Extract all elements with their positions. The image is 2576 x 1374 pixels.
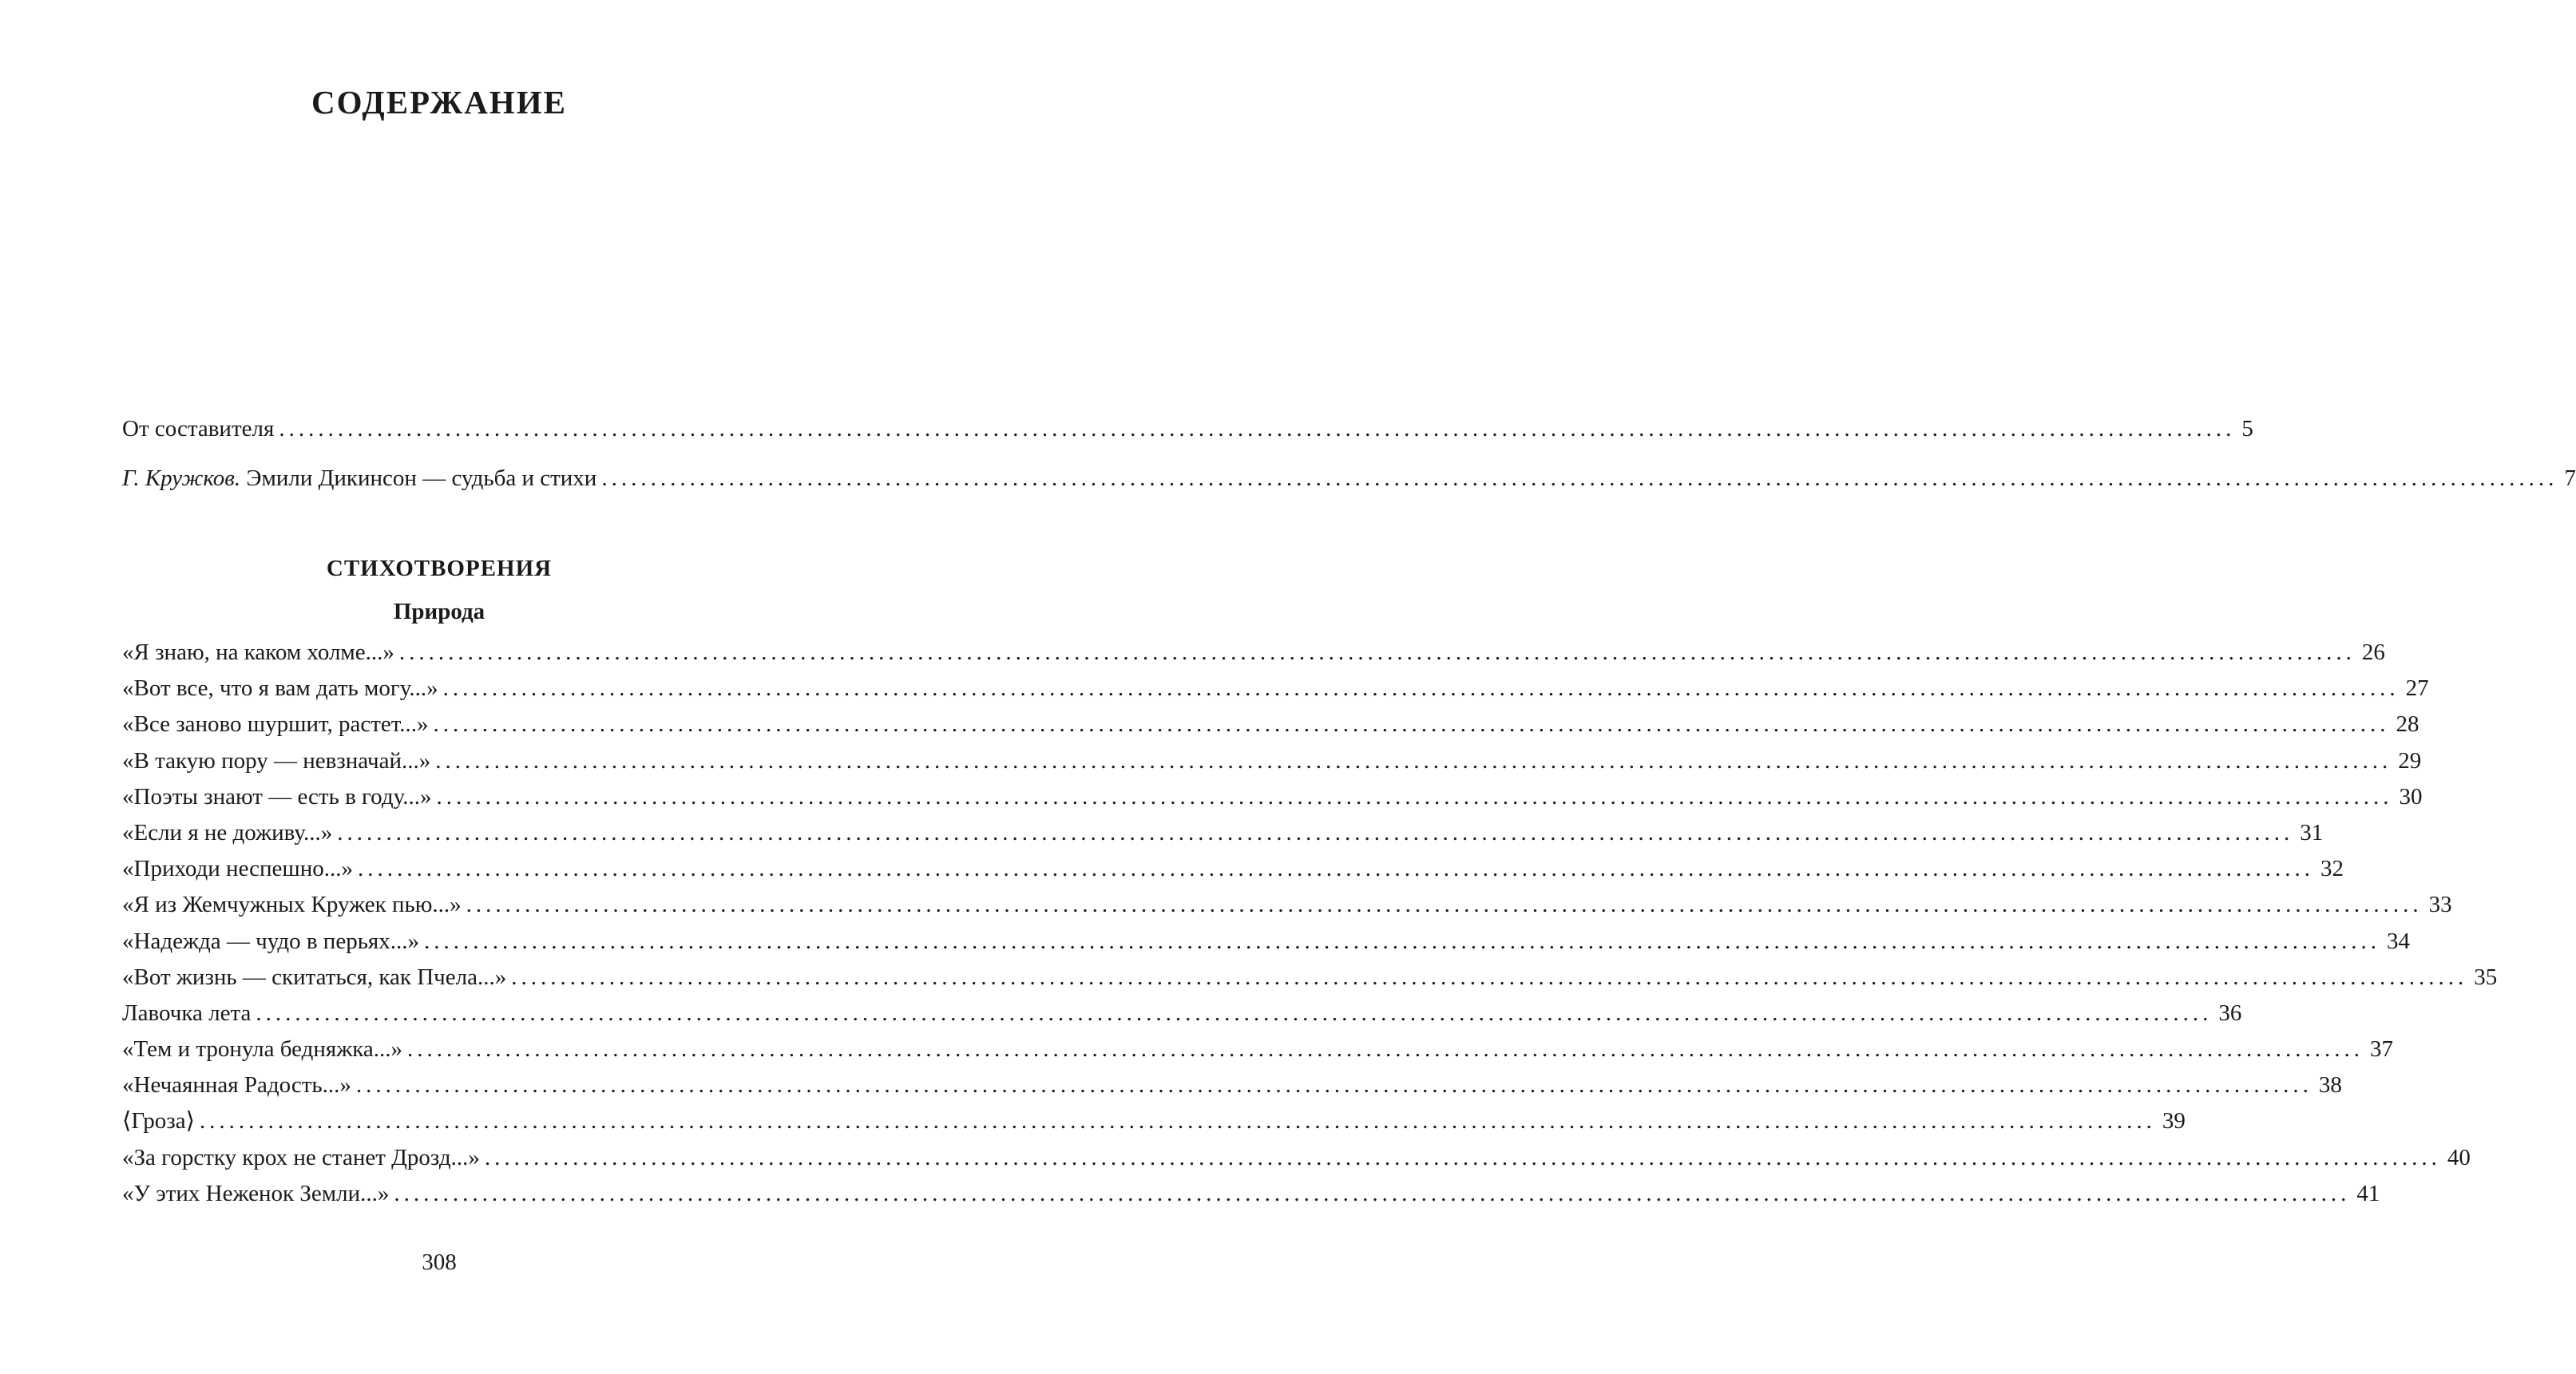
toc-entry[interactable] — [122, 1035, 2394, 1071]
toc-entry-title: «Вот все, что я вам дать могу...» — [122, 675, 438, 702]
toc-entry[interactable] — [122, 711, 2419, 746]
subsection-heading: Природа — [393, 599, 485, 624]
toc-entry[interactable] — [122, 855, 2344, 891]
poem-list — [122, 639, 2498, 1216]
dot-leader: ........................................................................................................................................................................................................ — [433, 711, 2390, 738]
dot-leader: ........................................................................................................................................................................................................ — [601, 465, 2558, 491]
page-title: СОДЕРЖАНИЕ — [311, 84, 567, 121]
toc-entry-page: 41 — [2356, 1180, 2380, 1206]
dot-leader: ........................................................................................................................................................................................................ — [398, 639, 2356, 665]
dot-leader: ........................................................................................................................................................................................................ — [511, 964, 2468, 990]
dot-leader: ........................................................................................................................................................................................................ — [436, 783, 2393, 810]
toc-entry-page: 29 — [2398, 747, 2422, 774]
dot-leader: ........................................................................................................................................................................................................ — [484, 1144, 2441, 1170]
toc-entry-page: 39 — [2162, 1108, 2186, 1134]
toc-entry-title: «У этих Неженок Земли...» — [122, 1180, 390, 1206]
toc-entry-title: «Нечаянная Радость...» — [122, 1072, 351, 1099]
toc-entry-page: 35 — [2474, 964, 2498, 990]
toc-entry-author: Г. Кружков. — [122, 465, 241, 491]
dot-leader: ........................................................................................................................................................................................................ — [407, 1036, 2364, 1063]
toc-entry[interactable] — [122, 1144, 2471, 1180]
toc-entry-title: «Я из Жемчужных Кружек пью...» — [122, 892, 462, 918]
toc-entry-title: «Надежда — чудо в перьях...» — [122, 928, 420, 954]
toc-entry-title: «Если я не доживу...» — [122, 819, 333, 845]
toc-entry[interactable] — [122, 747, 2422, 783]
toc-entry-page: 26 — [2361, 639, 2385, 665]
toc-entry[interactable] — [122, 928, 2411, 964]
dot-leader: ........................................................................................................................................................................................................ — [256, 1000, 2213, 1026]
toc-entry-title: «Я знаю, на каком холме...» — [122, 639, 394, 665]
toc-entry-title-text: От составителя — [122, 416, 275, 442]
section-heading: СТИХОТВОРЕНИЯ — [326, 556, 553, 581]
toc-entry[interactable] — [122, 465, 2576, 514]
toc-entry[interactable] — [122, 1071, 2342, 1107]
toc-entry-page: 37 — [2370, 1036, 2394, 1063]
toc-entry-page: 7 — [2564, 465, 2576, 491]
toc-entry-title — [122, 415, 274, 443]
toc-entry-title: «Все заново шуршит, растет...» — [122, 711, 429, 738]
toc-entry-page: 32 — [2320, 856, 2344, 882]
toc-entry-page: 34 — [2387, 928, 2411, 954]
toc-entry[interactable] — [122, 1000, 2242, 1035]
toc-entry-page: 31 — [2300, 819, 2324, 845]
dot-leader: ........................................................................................................................................................................................................ — [466, 892, 2423, 918]
toc-entry-page: 30 — [2399, 783, 2423, 810]
toc-entry-page: 38 — [2318, 1072, 2342, 1099]
toc-entry-title — [122, 465, 596, 493]
toc-entry-title: Лавочка лета — [122, 1000, 252, 1026]
toc-entry[interactable] — [122, 964, 2498, 1000]
toc-entry[interactable] — [122, 1107, 2186, 1143]
toc-entry[interactable] — [122, 1180, 2380, 1216]
page-number: 308 — [422, 1249, 457, 1275]
toc-entry[interactable] — [122, 639, 2385, 675]
toc-entry-page: 28 — [2396, 711, 2419, 738]
toc-entry-page: 40 — [2447, 1144, 2471, 1170]
toc-entry-title: «Тем и тронула бедняжка...» — [122, 1036, 403, 1063]
toc-entry[interactable] — [122, 415, 2253, 465]
dot-leader: ........................................................................................................................................................................................................ — [435, 747, 2392, 774]
toc-entry-title: «Вот жизнь — скитаться, как Пчела...» — [122, 964, 507, 990]
dot-leader: ........................................................................................................................................................................................................ — [337, 819, 2294, 845]
toc-entry-title: «За горстку крох не станет Дрозд...» — [122, 1144, 480, 1170]
dot-leader: ........................................................................................................................................................................................................ — [394, 1180, 2351, 1206]
toc-entry-title: «В такую пору — невзначай...» — [122, 747, 431, 774]
toc-entry[interactable] — [122, 675, 2429, 711]
dot-leader: ........................................................................................................................................................................................................ — [424, 928, 2381, 954]
toc-entry-page: 36 — [2218, 1000, 2242, 1026]
toc-entry-title: ⟨Гроза⟩ — [122, 1108, 195, 1134]
toc-entry-page: 5 — [2241, 416, 2253, 442]
intro-contents — [122, 415, 2576, 514]
toc-entry-page: 27 — [2405, 675, 2429, 702]
toc-entry-title-text: Эмили Дикинсон — судьба и стихи — [240, 465, 597, 491]
dot-leader: ........................................................................................................................................................................................................ — [358, 856, 2315, 882]
dot-leader: ........................................................................................................................................................................................................ — [279, 416, 2236, 442]
toc-entry[interactable] — [122, 783, 2423, 819]
dot-leader: ........................................................................................................................................................................................................ — [442, 675, 2400, 702]
toc-entry-title: «Приходи неспешно...» — [122, 856, 354, 882]
toc-entry-page: 33 — [2428, 892, 2452, 918]
dot-leader: ........................................................................................................................................................................................................ — [199, 1108, 2156, 1134]
toc-entry[interactable] — [122, 891, 2452, 927]
toc-entry[interactable] — [122, 819, 2324, 855]
dot-leader: ........................................................................................................................................................................................................ — [355, 1072, 2312, 1099]
toc-entry-title: «Поэты знают — есть в году...» — [122, 783, 432, 810]
